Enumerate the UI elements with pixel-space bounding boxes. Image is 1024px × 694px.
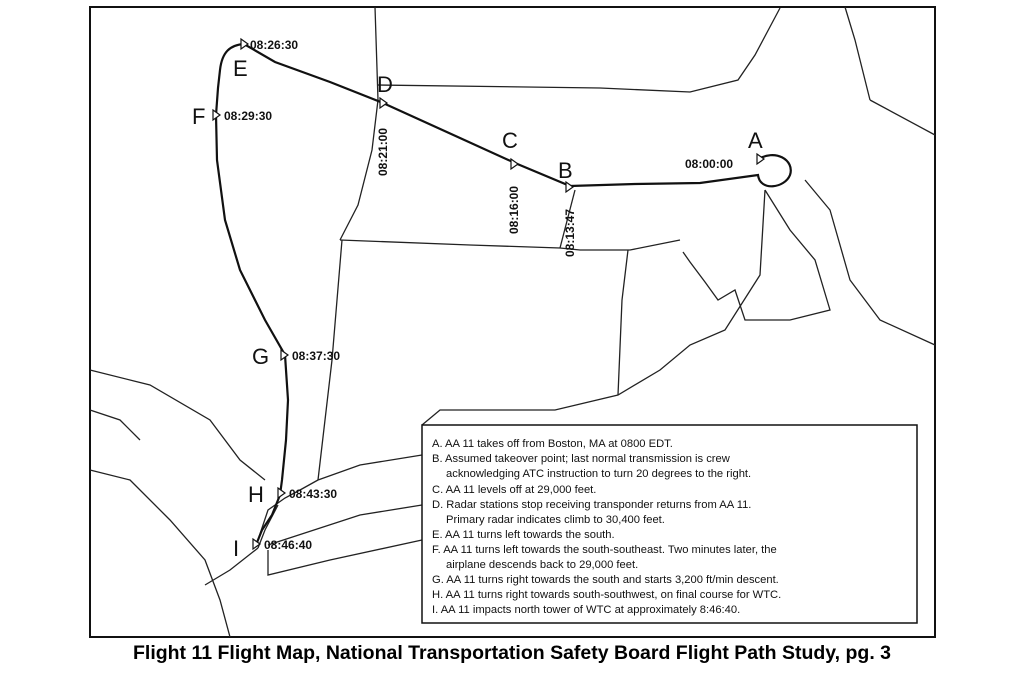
boundary-line (845, 7, 870, 100)
legend-line: D. Radar stations stop receiving transponder returns from AA 11. (432, 499, 752, 511)
legend-line: A. AA 11 takes off from Boston, MA at 0800 EDT. (432, 438, 673, 450)
legend-line: C. AA 11 levels off at 29,000 feet. (432, 484, 597, 496)
legend-line: Primary radar indicates climb to 30,400 feet. (446, 514, 665, 526)
waypoint-letter-c: C (502, 128, 518, 153)
waypoint-letter-g: G (252, 344, 270, 369)
boundary-line (340, 240, 680, 250)
waypoint-time-c: 08:16:00 (507, 185, 521, 234)
legend-line: H. AA 11 turns right towards south-southwest, on final course for WTC. (432, 589, 782, 601)
waypoint-marker-e (241, 39, 248, 49)
waypoint-time-h: 08:43:30 (289, 487, 338, 501)
boundary-line (90, 470, 230, 637)
legend-line: acknowledging ATC instruction to turn 20 degrees to the right. (446, 468, 752, 480)
waypoint-time-g: 08:37:30 (292, 349, 341, 363)
waypoint-letter-b: B (558, 158, 573, 183)
legend-line: F. AA 11 turns left towards the south-southeast. Two minutes later, the (432, 544, 777, 556)
waypoint-letter-i: I (233, 536, 240, 561)
boundary-line (90, 410, 140, 440)
waypoint-letter-e: E (233, 56, 248, 81)
waypoint-time-e: 08:26:30 (250, 38, 299, 52)
waypoint-marker-a (757, 154, 764, 164)
boundary-line (340, 7, 378, 240)
boundary-line (422, 190, 765, 425)
boundary-line (870, 100, 935, 135)
figure-caption: Flight 11 Flight Map, National Transportation Safety Board Flight Path Study, pg. 3 (132, 642, 891, 664)
waypoint-time-i: 08:46:40 (264, 538, 313, 552)
boundary-line (378, 8, 780, 92)
legend-box (422, 425, 917, 623)
waypoint-marker-b (566, 182, 573, 192)
waypoint-marker-c (511, 159, 518, 169)
boundary-line (90, 370, 265, 480)
legend-line: I. AA 11 impacts north tower of WTC at approximately 8:46:40. (432, 604, 741, 616)
waypoint-time-f: 08:29:30 (224, 109, 273, 123)
boundary-line (683, 190, 830, 320)
waypoint-marker-d (380, 98, 387, 108)
boundary-line (805, 180, 935, 345)
waypoint-letter-h: H (248, 482, 264, 507)
legend-line: E. AA 11 turns left towards the south. (432, 529, 615, 541)
waypoint-time-b: 08:13:47 (563, 208, 577, 257)
legend-line: B. Assumed takeover point; last normal transmission is crew (432, 453, 730, 465)
legend-line: G. AA 11 turns right towards the south and starts 3,200 ft/min descent. (432, 574, 779, 586)
waypoint-letter-d: D (377, 72, 393, 97)
boundary-line (318, 455, 422, 480)
waypoint-letter-a: A (748, 128, 763, 153)
waypoint-time-a: 08:00:00 (685, 157, 734, 171)
legend-line: airplane descends back to 29,000 feet. (446, 559, 639, 571)
waypoint-letter-f: F (192, 104, 206, 129)
boundary-line (618, 250, 628, 395)
waypoint-time-d: 08:21:00 (376, 127, 390, 176)
